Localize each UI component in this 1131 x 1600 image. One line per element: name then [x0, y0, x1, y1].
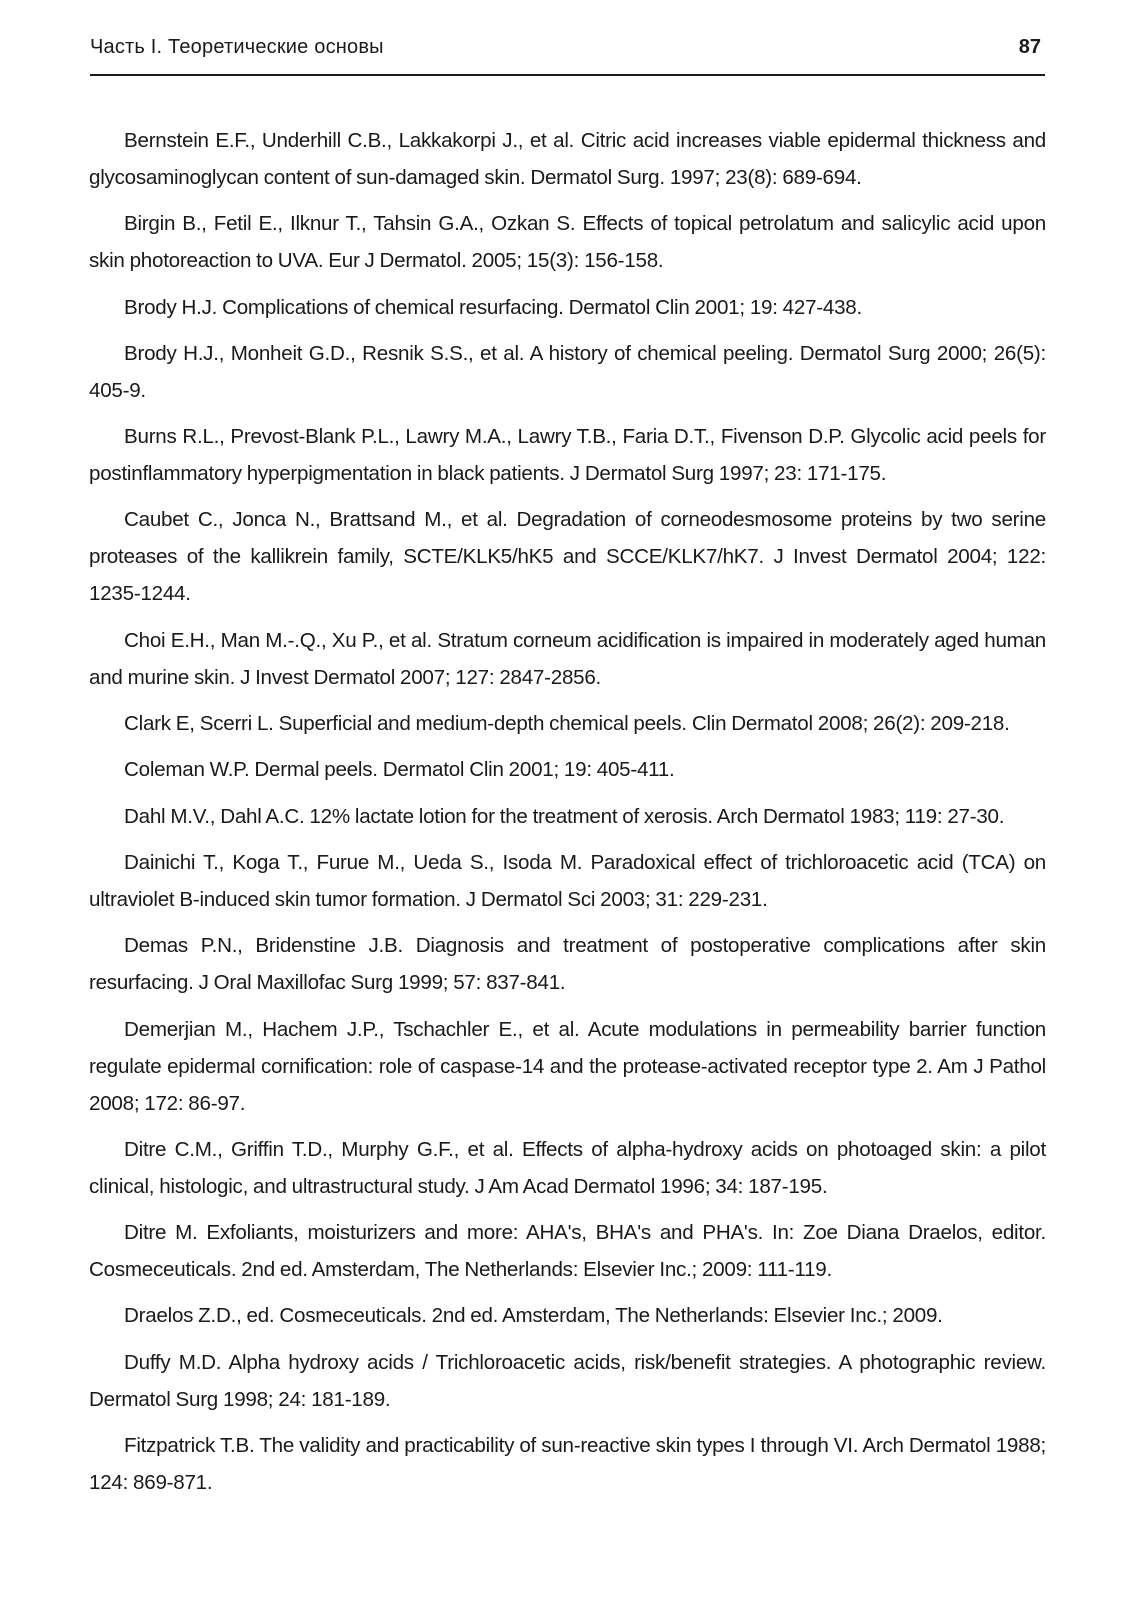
- page-number: 87: [1018, 36, 1041, 58]
- reference-entry: Birgin B., Fetil E., Ilknur T., Tahsin G.A., Ozkan S. Effects of topical petrolatum and salicylic acid upon skin photoreaction to UVA. Eur J Dermatol. 2005; 15(3): 156-158.: [89, 212, 1046, 273]
- reference-entry: Demerjian M., Hachem J.P., Tschachler E., et al. Acute modulations in permeability barrier function regulate epidermal cornification: role of caspase-14 and the protease-activated receptor type 2. Am J Pathol 2008; 172: 86-97.: [89, 1017, 1046, 1115]
- reference-entry: Demas P.N., Bridenstine J.B. Diagnosis and treatment of postoperative complications after skin resurfacing. J Oral Maxillofac Surg 1999; 57: 837-841.: [89, 934, 1046, 995]
- reference-entry: Clark E, Scerri L. Superficial and medium-depth chemical peels. Clin Dermatol 2008; 26(2): 209-218.: [124, 712, 1010, 736]
- reference-entry: Dahl M.V., Dahl A.C. 12% lactate lotion for the treatment of xerosis. Arch Dermatol 1983; 119: 27-30.: [124, 804, 1005, 828]
- reference-entry: Caubet C., Jonca N., Brattsand M., et al. Degradation of corneodesmosome proteins by two serine proteases of the kallikrein family, SCTE/KLK5/hK5 and SCCE/KLK7/hK7. J Invest Dermatol 2004; 122: 1235-1244.: [89, 508, 1046, 606]
- reference-entry: Brody H.J., Monheit G.D., Resnik S.S., et al. A history of chemical peeling. Dermatol Surg 2000; 26(5): 405-9.: [89, 341, 1046, 402]
- section-title: Часть I. Теоретические основы: [90, 36, 384, 58]
- reference-entry: Brody H.J. Complications of chemical resurfacing. Dermatol Clin 2001; 19: 427-438.: [124, 295, 862, 319]
- reference-entry: Draelos Z.D., ed. Cosmeceuticals. 2nd ed. Amsterdam, The Netherlands: Elsevier Inc.; 2009.: [124, 1304, 943, 1328]
- reference-entry: Coleman W.P. Dermal peels. Dermatol Clin 2001; 19: 405-411.: [124, 758, 675, 782]
- reference-entry: Ditre C.M., Griffin T.D., Murphy G.F., et al. Effects of alpha-hydroxy acids on photoaged skin: a pilot clinical, histologic, and ultrastructural study. J Am Acad Dermatol 1996; 34: 187-195.: [89, 1137, 1046, 1198]
- reference-entry: Fitzpatrick T.B. The validity and practicability of sun-reactive skin types I through VI. Arch Dermatol 1988; 124: 869-871.: [89, 1434, 1046, 1495]
- reference-list: [89, 122, 1046, 1510]
- reference-entry: Dainichi T., Koga T., Furue M., Ueda S., Isoda M. Paradoxical effect of trichloroacetic acid (TCA) on ultraviolet B-induced skin tumor formation. J Dermatol Sci 2003; 31: 229-231.: [89, 850, 1046, 911]
- reference-entry: Choi E.H., Man M.-.Q., Xu P., et al. Stratum corneum acidification is impaired in moderately aged human and murine skin. J Invest Dermatol 2007; 127: 2847-2856.: [89, 628, 1046, 689]
- reference-entry: Bernstein E.F., Underhill C.B., Lakkakorpi J., et al. Citric acid increases viable epidermal thickness and glycosaminoglycan content of sun-damaged skin. Dermatol Surg. 1997; 23(8): 689-694.: [89, 129, 1046, 189]
- reference-entry: Ditre M. Exfoliants, moisturizers and more: AHA's, BHA's and PHA's. In: Zoe Diana Draelos, editor. Cosmeceuticals. 2nd ed. Amsterdam, The Netherlands: Elsevier Inc.; 2009: 111-119.: [89, 1221, 1046, 1282]
- reference-entry: Duffy M.D. Alpha hydroxy acids / Trichloroacetic acids, risk/benefit strategies. A photographic review. Dermatol Surg 1998; 24: 181-189.: [89, 1350, 1046, 1411]
- reference-entry: Burns R.L., Prevost-Blank P.L., Lawry M.A., Lawry T.B., Faria D.T., Fivenson D.P. Glycolic acid peels for postinflammatory hyperpigmentation in black patients. J Dermatol Surg 1997; 23: 171-175.: [89, 425, 1046, 486]
- running-header: [90, 34, 1045, 76]
